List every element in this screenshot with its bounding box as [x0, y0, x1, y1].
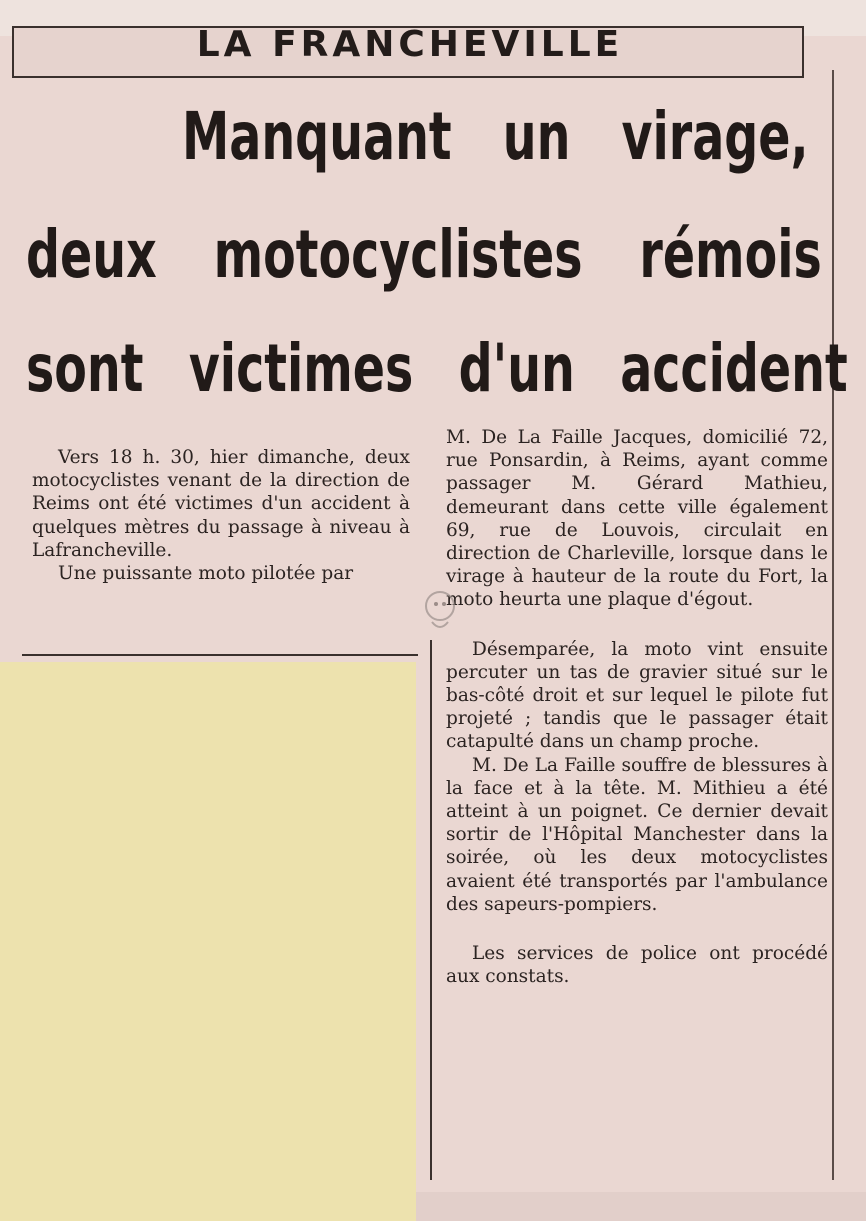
article-right-column — [446, 426, 828, 988]
article-paragraph: Une puissante moto pilotée par — [58, 563, 354, 585]
headline-line-1: Manquant un virage, — [182, 98, 809, 175]
column-divider-vertical — [430, 640, 432, 1180]
headline-line-2: deux motocyclistes rémois — [26, 216, 822, 293]
article-paragraph: Vers 18 h. 30, hier dimanche, deux motocyclistes venant de la direction de Reims ont été victimes d'un accident à quelques mètres du passage à niveau à Lafrancheville. — [32, 447, 410, 561]
headline-line-3: sont victimes d'un accident — [26, 330, 848, 407]
right-column-rule — [832, 70, 834, 1180]
column-divider-horizontal — [22, 654, 418, 656]
blank-area — [0, 662, 416, 1221]
clipping-bottom-edge — [416, 1192, 866, 1221]
article-paragraph: Les services de police ont procédé aux constats. — [446, 943, 828, 988]
article-paragraph: Désemparée, la moto vint ensuite percuter un tas de gravier situé sur le bas-côté droit et sur lequel le pilote fut projeté ; tandis que le passager était catapulté dans un champ proche. — [446, 638, 828, 753]
section-title: LA FRANCHEVILLE — [196, 24, 624, 65]
article-left-column — [32, 446, 410, 585]
watermark-icon — [418, 582, 462, 642]
article-paragraph: M. De La Faille Jacques, domicilié 72, rue Ponsardin, à Reims, ayant comme passager M. Gérard Mathieu, demeurant dans cette ville également 69, rue de Louvois, circulait en direction de Charleville, lorsque dans le virage à hauteur de la route du Fort, la moto heurta une plaque d'égout. — [446, 427, 828, 611]
article-paragraph: M. De La Faille souffre de blessures à la face et à la tête. M. Mithieu a été atteint à un poignet. Ce dernier devait sortir de l'Hôpital Manchester dans la soirée, où les deux motocyclistes avaient été transportés par l'ambulance des sapeurs-pompiers. — [446, 754, 828, 915]
